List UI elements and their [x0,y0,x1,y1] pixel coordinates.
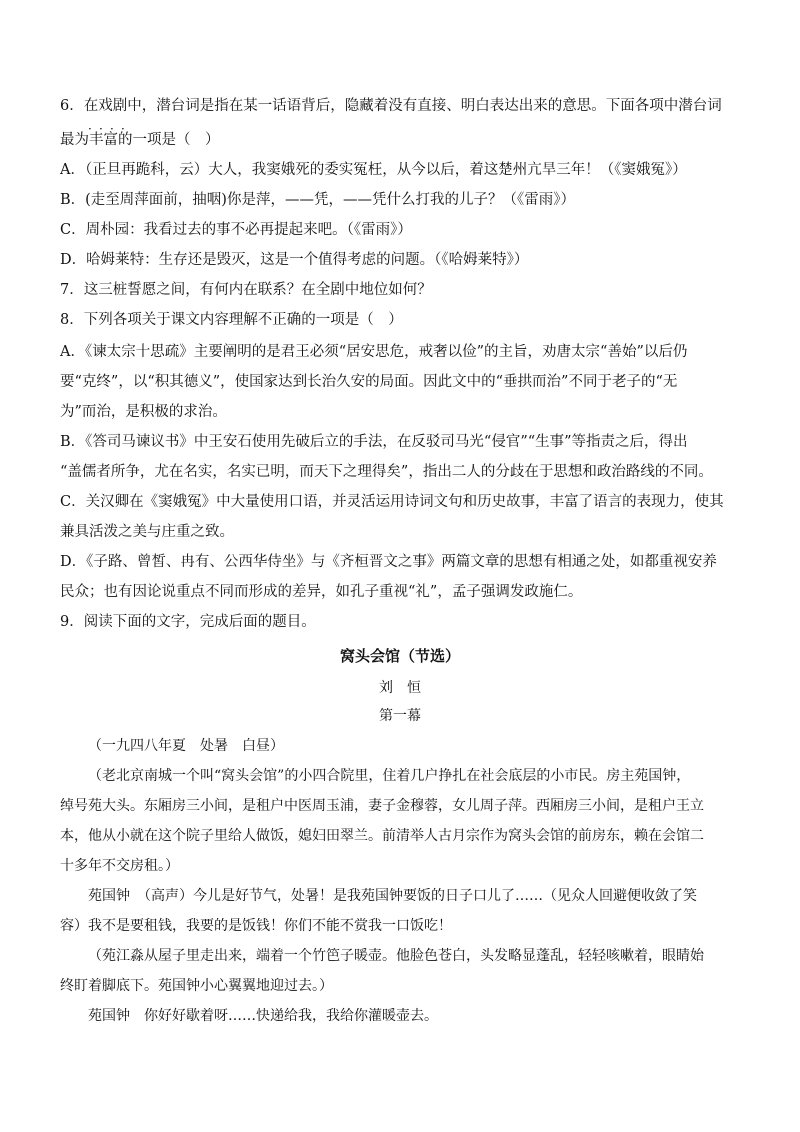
dialogue-1-line1: 苑国钟 （高声）今儿是好节气，处暑！是我苑国钟要饭的日子口儿了……（见众人回避便收敛了笑 [88,888,697,904]
q6-stem-line2: 最为丰富的一项是（ ） [60,132,220,148]
q8-option-b-line1: B．《答司马谏议书》中王安石使用先破后立的手法，在反驳司马光“侵官”“生事”等指责之后，得出 [60,434,688,450]
q8-option-b-line2: “盖儒者所争，尤在名实，名实已明，而天下之理得矣”，指出二人的分歧在于思想和政治路线的不同。 [60,464,713,480]
q6-option-a: A．（正旦再跪科，云）大人，我窦娥死的委实冤枉，从今以后，着这楚州亢旱三年！（《窦娥冤》） [60,162,687,178]
play-author: 刘 恒 [379,680,421,696]
stage-direction-2-line1: （苑江淼从屋子里走出来，端着一个竹笆子暖壶。他脸色苍白，头发略显蓬乱，轻轻咳嗽着，眼睛始 [88,948,704,964]
stage-direction-1-line3: 本，他从小就在这个院子里给人做饭，媳妇田翠兰。前清举人古月宗作为窝头会馆的前房东，赖在会馆二 [60,828,704,844]
stage-direction-1-line2: 绰号苑大头。东厢房三小间，是租户中医周玉浦，妻子金穆蓉，女儿周子萍。西厢房三小间，是租户王立 [60,798,704,814]
q8-option-c-line1: C．关汉卿在《窦娥冤》中大量使用口语，并灵活运用诗词文句和历史故事，丰富了语言的表现力，使其 [60,494,724,510]
q8-option-a-line3: 为”而治，是积极的求治。 [60,404,227,420]
q6-option-d: D．哈姆莱特：生存还是毁灭，这是一个值得考虑的问题。（《哈姆莱特》） [60,252,529,268]
q8-stem: 8．下列各项关于课文内容理解不正确的一项是（ ） [60,312,403,328]
q8-option-c-line2: 兼具活泼之美与庄重之致。 [60,524,234,540]
q8-option-a-line2: 要“克终”，以“积其德义”，使国家达到长治久安的局面。因此文中的“垂拱而治”不同于老子的“无 [60,374,678,390]
stage-setting: （一九四八年夏 处暑 白昼） [88,738,284,754]
q8-option-d-line2: 民众；也有因论说重点不同而形成的差异，如孔子重视“礼”，孟子强调发政施仁。 [60,584,583,600]
q6-option-b: B．(走至周萍面前，抽咽)你是萍，——凭，——凭什么打我的儿子？（《雷雨》） [60,192,575,208]
stage-direction-1-line1: （老北京南城一个叫“窝头会馆”的小四合院里，住着几户挣扎在社会底层的小市民。房主苑国钟， [88,768,691,784]
q6-stem-line1: 6．在戏剧中，潜台词是指在某一话语背后，隐藏着没有直接、明白表达出来的意思。下面各项中潜台词 [60,98,722,114]
dialogue-2: 苑国钟 你好好歇着呀……快递给我，我给你灌暖壶去。 [88,1008,438,1024]
q8-option-a-line1: A．《谏太宗十思疏》主要阐明的是君王必须“居安思危，戒奢以俭”的主旨，劝唐太宗“善始”以后仍 [60,344,688,360]
stage-direction-2-line2: 终盯着脚底下。苑国钟小心翼翼地迎过去。） [60,978,333,994]
play-title: 窝头会馆（节选） [339,647,460,665]
stage-direction-1-line4: 十多年不交房租。） [60,858,179,874]
q7-stem: 7．这三桩誓愿之间，有何内在联系？在全剧中地位如何？ [60,282,432,298]
q9-stem: 9．阅读下面的文字，完成后面的题目。 [60,614,316,630]
q8-option-d-line1: D．《子路、曾皙、冉有、公西华侍坐》与《齐桓晋文之事》两篇文章的思想有相通之处，如都重视安养 [60,554,717,570]
emphasis-dots: ···· [88,122,133,136]
q6-option-c: C．周朴园：我看过去的事不必再提起来吧。（《雷雨》） [60,222,412,238]
act-heading: 第一幕 [379,708,421,724]
dialogue-1-line2: 容）我不是要租钱，我要的是饭钱！你们不能不赏我一口饭吃！ [60,918,452,934]
